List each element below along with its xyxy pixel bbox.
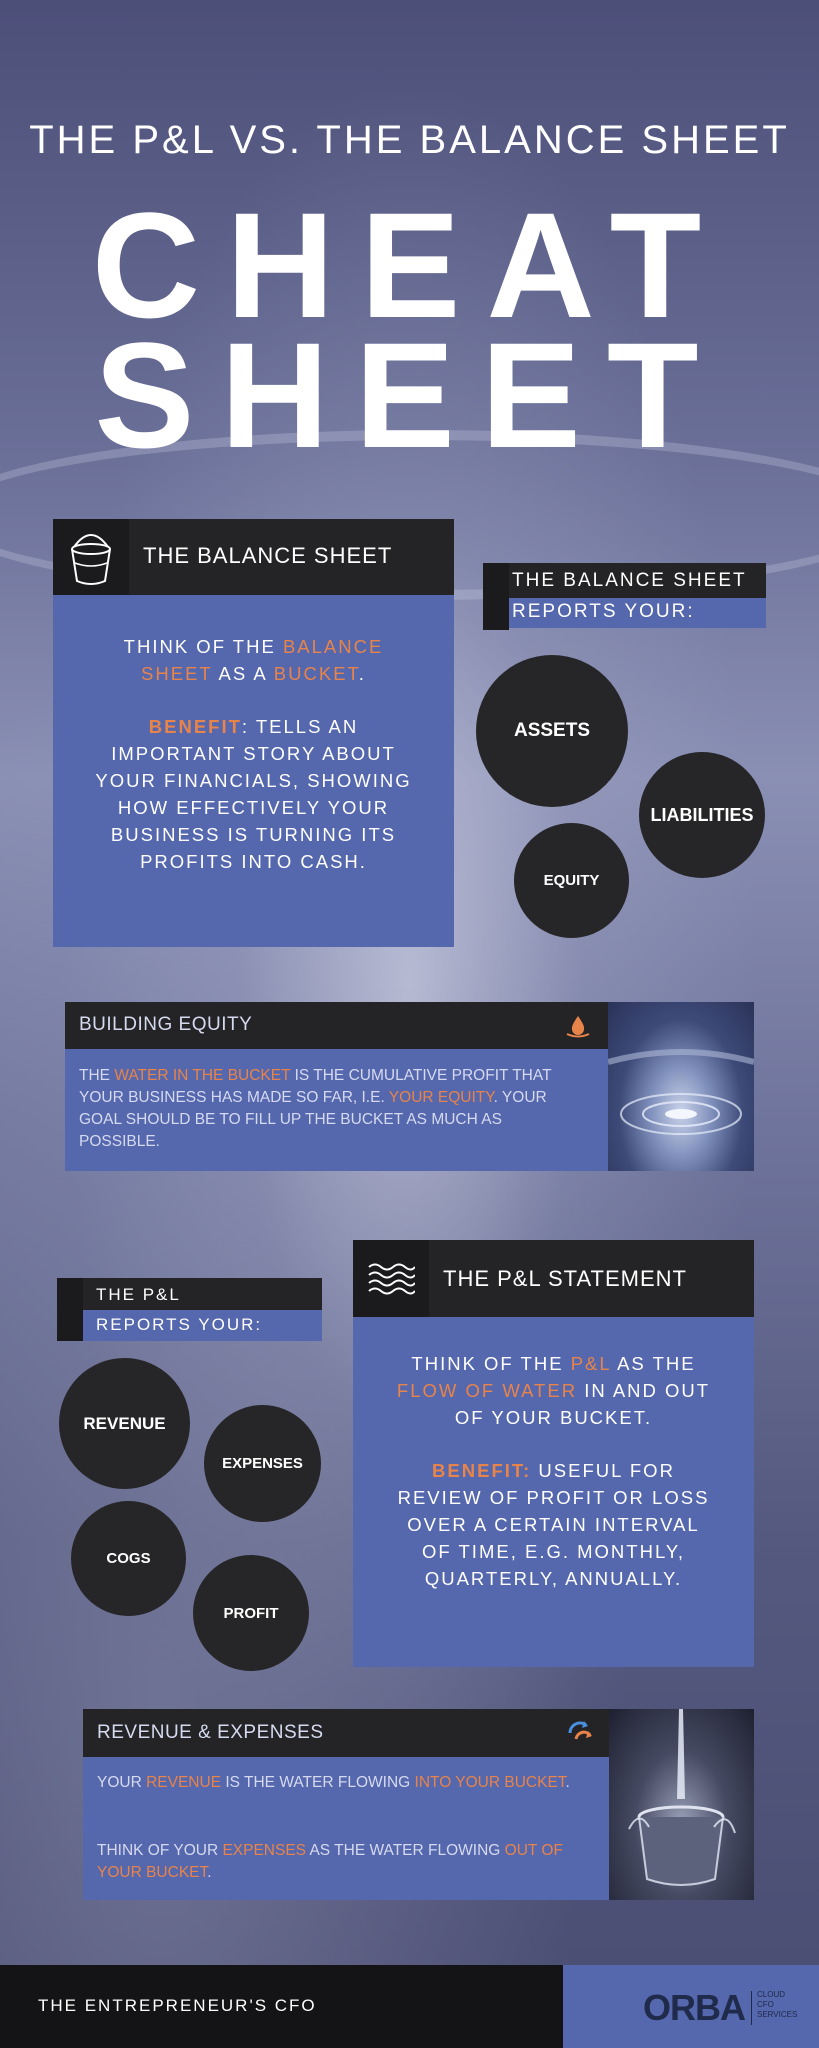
pl-statement-think: [363, 1350, 744, 1431]
pl-statement-body: [353, 1317, 754, 1667]
think-text: IN AND OUT: [577, 1380, 711, 1401]
benefit-line: OF TIME, E.G. MONTHLY,: [422, 1541, 685, 1562]
logo-divider: [751, 1991, 752, 2025]
pl-reports-line2: REPORTS YOUR:: [96, 1315, 263, 1334]
think-highlight-bucket: BUCKET: [273, 663, 359, 684]
revenue-expenses-body: [83, 1757, 609, 1900]
orba-logo: ORBA: [643, 1987, 745, 2028]
rev-highlight: REVENUE: [146, 1774, 222, 1791]
think-highlight-sheet: SHEET: [141, 663, 213, 684]
rev-text: IS THE WATER FLOWING: [221, 1774, 415, 1791]
building-equity-header: [65, 1002, 608, 1049]
expenses-circle: EXPENSES: [204, 1405, 321, 1522]
think-highlight-flow: FLOW OF WATER: [396, 1380, 578, 1401]
benefit-label: BENEFIT: [148, 716, 242, 737]
think-text: THINK OF THE: [411, 1353, 571, 1374]
think-text: OF YOUR BUCKET.: [454, 1407, 653, 1428]
equity-highlight: WATER IN THE BUCKET: [114, 1067, 291, 1084]
logo-sub-line: CFO: [757, 2000, 774, 2009]
equity-highlight: YOUR EQUITY: [388, 1089, 494, 1106]
benefit-line: YOUR FINANCIALS, SHOWING: [95, 770, 412, 791]
water-drop-photo: [608, 1002, 754, 1171]
pl-reports-line1: THE P&L: [96, 1285, 181, 1304]
liabilities-circle: LIABILITIES: [639, 752, 765, 878]
pl-statement-header: [353, 1240, 754, 1317]
exp-text: .: [207, 1864, 212, 1881]
rev-text: .: [565, 1774, 570, 1791]
equity-circle: EQUITY: [514, 823, 629, 938]
think-highlight-pl: P&L: [570, 1353, 611, 1374]
benefit-line: IMPORTANT STORY ABOUT: [111, 743, 396, 764]
equity-text: THE: [79, 1067, 115, 1084]
bs-reports-bar: [483, 563, 509, 630]
water-drop-icon: [565, 1013, 591, 1044]
benefit-line: BUSINESS IS TURNING ITS: [110, 824, 397, 845]
bucket-icon: [53, 519, 129, 595]
expenses-text: [97, 1840, 587, 1884]
pouring-bucket-photo: [609, 1709, 754, 1900]
revenue-circle: REVENUE: [59, 1358, 190, 1489]
building-equity-body: [65, 1049, 608, 1171]
benefit-line: HOW EFFECTIVELY YOUR: [117, 797, 390, 818]
bs-reports-line2: REPORTS YOUR:: [512, 601, 695, 622]
revenue-expenses-title: REVENUE & EXPENSES: [97, 1722, 324, 1743]
pl-reports-label: [57, 1278, 322, 1341]
pl-statement-title: THE P&L STATEMENT: [443, 1266, 687, 1291]
rev-text: YOUR: [97, 1774, 147, 1791]
benefit-line: : TELLS AN: [241, 716, 359, 737]
benefit-line: USEFUL FOR: [531, 1460, 675, 1481]
building-equity-title: BUILDING EQUITY: [79, 1014, 253, 1035]
revenue-text: [97, 1772, 587, 1794]
cogs-circle: COGS: [71, 1501, 186, 1616]
waves-icon: [353, 1240, 429, 1317]
balance-sheet-body: [53, 595, 454, 947]
logo-sub-line: SERVICES: [757, 2010, 798, 2019]
title-line-1: CHEAT: [91, 181, 728, 349]
pl-reports-bar: [57, 1278, 83, 1341]
pl-statement-benefit: [363, 1457, 744, 1592]
think-highlight-balance: BALANCE: [282, 636, 384, 657]
think-text: THINK OF THE: [123, 636, 283, 657]
logo-sub-line: CLOUD: [757, 1990, 786, 1999]
benefit-line: PROFITS INTO CASH.: [140, 851, 367, 872]
rev-highlight: INTO YOUR BUCKET: [414, 1774, 566, 1791]
bs-reports-label: [483, 563, 766, 630]
footer-tagline: THE ENTREPRENEUR'S CFO: [38, 1996, 317, 2015]
balance-sheet-benefit: [63, 713, 444, 875]
footer-left: [0, 1965, 563, 2048]
subtitle: THE P&L VS. THE BALANCE SHEET: [29, 118, 790, 162]
think-text: .: [358, 663, 366, 684]
benefit-line: QUARTERLY, ANNUALLY.: [424, 1568, 683, 1589]
balance-sheet-title: THE BALANCE SHEET: [143, 543, 393, 568]
benefit-line: OVER A CERTAIN INTERVAL: [407, 1514, 700, 1535]
building-equity-text: [79, 1065, 579, 1153]
exp-text: THINK OF YOUR: [97, 1842, 223, 1859]
exp-highlight: EXPENSES: [222, 1842, 307, 1859]
benefit-label: BENEFIT:: [432, 1460, 532, 1481]
think-text: AS THE: [610, 1353, 696, 1374]
bs-reports-line1: THE BALANCE SHEET: [512, 570, 747, 591]
revenue-expenses-header: [83, 1709, 609, 1757]
balance-sheet-think: [73, 633, 434, 687]
flow-arrows-icon: [566, 1719, 594, 1752]
equity-text: . YOUR GOAL SHOULD BE TO FILL UP THE BUCKET AS MUCH AS POSSIBLE.: [79, 1089, 547, 1150]
exp-text: AS THE WATER FLOWING: [306, 1842, 505, 1859]
benefit-line: REVIEW OF PROFIT OR LOSS: [397, 1487, 710, 1508]
exp-highlight: OUT OF YOUR BUCKET: [97, 1842, 563, 1881]
footer-right: [563, 1965, 819, 2048]
profit-circle: PROFIT: [193, 1555, 309, 1671]
think-text: AS A: [212, 663, 274, 684]
logo-sub: [757, 1990, 797, 2020]
balance-sheet-header: [53, 519, 454, 595]
assets-circle: ASSETS: [476, 655, 628, 807]
title-line-2: SHEET: [94, 311, 725, 479]
equity-text: IS THE CUMULATIVE PROFIT THAT YOUR BUSINESS HAS MADE SO FAR, I.E.: [79, 1067, 552, 1106]
